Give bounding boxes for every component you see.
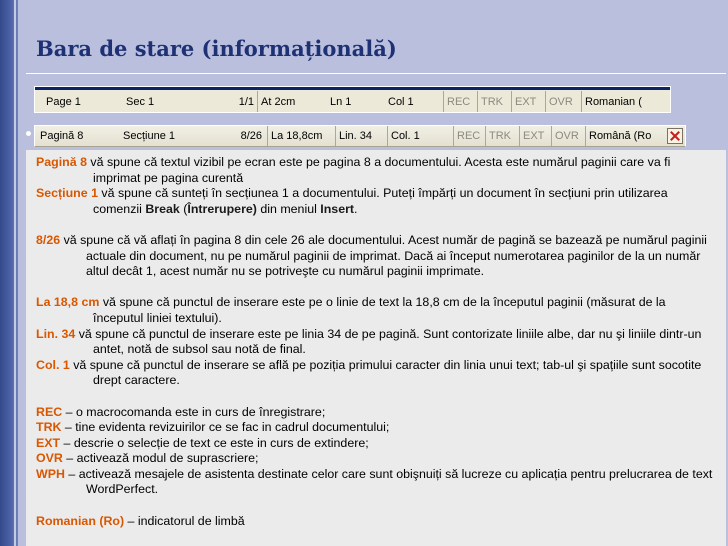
term: REC [36,404,63,419]
status-language[interactable]: Romanian ( [581,91,671,112]
description: – indicatorul de limbă [124,513,245,528]
paragraph-ovr [36,451,716,467]
status-column[interactable]: Col 1 [388,95,414,108]
description: – activează mesajele de asistenta destinate celor care sunt obişnuiți să lucreze cu aplicația pentru prelucrarea de text WordPerfect. [64,466,713,497]
term: Lin. 34 [36,326,76,341]
paragraph-page [36,155,716,186]
term: OVR [36,451,63,466]
description: – o macrocomanda este in curs de înregistrare; [62,404,326,419]
description: vă spune că sunteți în secțiunea 1 a documentului. Puteți împărți un document în secțiuni prin utilizarea comenzii [93,186,668,216]
status-column[interactable]: Col. 1 [387,126,447,146]
description: – tine evidenta revizuirilor ce se fac in cadrul documentului; [61,420,390,435]
status-ext[interactable]: EXT [511,91,545,112]
description: – activează modul de suprascriere; [62,451,259,466]
term: Secțiune 1 [36,186,98,201]
paragraph-column [36,358,716,389]
status-at[interactable]: La 18,8cm [267,126,335,146]
paragraph-trk [36,420,716,436]
divider [26,73,726,74]
command-name: Întrerupere) [187,201,257,216]
status-line[interactable]: Lin. 34 [335,126,387,146]
term: EXT [36,435,61,450]
explanation-text [36,155,716,529]
status-page[interactable]: Pagină 8 [40,130,84,142]
description: vă spune că punctul de inserare se află pe poziția primului caracter din linia unui text; tab-ul şi spațiile sunt socotite drept caractere. [69,357,702,388]
description: vă spune că textul vizibil pe ecran este pe pagina 8 a documentului. Acesta este numărul paginii care va fi imprimat pe pagina curentă [86,155,671,185]
status-trk[interactable]: TRK [485,126,517,146]
paragraph-section [36,186,716,217]
paragraph-page-count [36,233,716,280]
paragraph-line [36,327,716,358]
paragraph-ext [36,436,716,452]
term: 8/26 [36,232,61,247]
status-bar-english [34,86,671,113]
status-page-count[interactable]: 1/1 [238,95,254,108]
paragraph-language [36,514,716,530]
text-fragment: din meniul [256,201,321,216]
status-bar-romanian [34,125,686,147]
slide-title: Bara de stare (informațională) [36,36,397,61]
bullet-dot [26,131,31,136]
paragraph-rec [36,405,716,421]
term: Col. 1 [36,357,70,372]
status-trk[interactable]: TRK [477,91,511,112]
status-rec[interactable]: REC [443,91,477,112]
command-name: Break [145,201,180,216]
term: WPH [36,466,65,481]
status-section[interactable]: Sec 1 [126,95,155,108]
term: La 18,8 cm [36,295,100,310]
menu-name: Insert [320,201,355,216]
slide-side-bar [0,0,18,546]
text-fragment: . [354,201,358,216]
status-page-count[interactable]: 8/26 [240,130,262,142]
paragraph-at [36,295,716,326]
status-ovr[interactable]: OVR [545,91,581,112]
description: vă spune că punctul de inserare este pe linia 34 de pe pagină. Sunt contorizate liniile albe, dar nu şi liniile dintr-un antet, notă de subsol sau notă de final. [75,326,702,357]
term: Romanian (Ro) [36,513,125,528]
status-page[interactable]: Page 1 [46,95,81,108]
status-language[interactable]: Română (Ro [585,126,667,146]
term: TRK [36,420,62,435]
description: vă spune că vă aflați în pagina 8 din cele 26 ale documentului. Acest număr de pagină se bazează pe numărul paginii actuale din document, nu pe numărul paginii de imprimat. Dacă ai început numerotarea paginilor de la un număr altul decât 1, acest număr nu se potriveşte cu numărul paginii imprimate. [60,232,707,279]
term: Pagină 8 [36,155,87,169]
text-fragment: ( [179,201,188,216]
status-line[interactable]: Ln 1 [330,95,352,108]
status-section[interactable]: Secțiune 1 [123,130,175,142]
status-ext[interactable]: EXT [519,126,549,146]
description: vă spune că punctul de inserare este pe o linie de text la 18,8 cm de la începutul paginii (măsurat de la începutul liniei textului). [93,295,666,325]
spelling-status-icon[interactable] [667,128,683,144]
description: – descrie o selecție de text ce este in curs de extindere; [60,435,369,450]
status-rec[interactable]: REC [453,126,483,146]
status-ovr[interactable]: OVR [551,126,583,146]
status-at[interactable]: At 2cm [257,91,327,112]
paragraph-wph [36,467,716,498]
